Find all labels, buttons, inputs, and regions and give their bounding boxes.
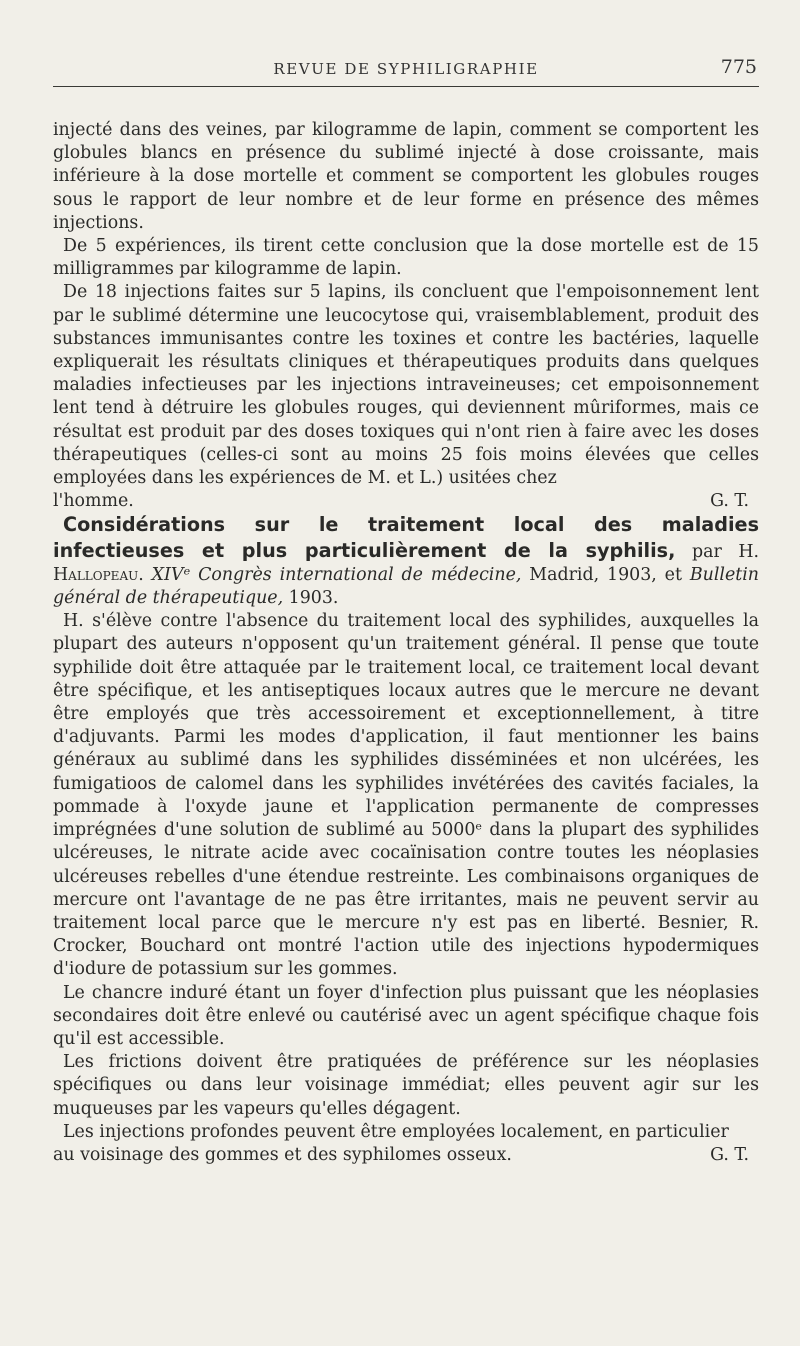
- paragraph: De 18 injections faites sur 5 lapins, ils concluent que l'empoisonnement lent par le sublimé détermine une leucocytose qui, vraisemblablement, produit des substances immunisantes contre les toxines et contre les bactéries, laquelle expliquerait les résultats cliniques et thérapeutiques produits dans quelques maladies infectieuses par les injections intraveineuses; cet empoisonnement lent tend à détruire les globules rouges, qui deviennent mûriformes, mais ce résultat est produit par des doses toxiques qui n'ont rien à faire avec les doses thérapeutiques (celles-ci sont au moins 25 fois moins élevées que celles employées dans les expériences de M. et L.) usitées chez: [53, 282, 759, 489]
- signature: G. T.: [710, 491, 749, 512]
- paragraph: Les injections profondes peuvent être employées localement, en particulier: [63, 1121, 729, 1142]
- page-number: 775: [720, 56, 757, 78]
- paragraph-end: au voisinage des gommes et des syphilomes osseux.: [53, 1144, 512, 1165]
- paragraph: De 5 expériences, ils tirent cette conclusion que la dose mortelle est de 15 milligrammes par kilogramme de lapin.: [53, 236, 759, 280]
- running-header: [53, 56, 759, 87]
- paragraph: Les frictions doivent être pratiquées de préférence sur les néoplasies spécifiques ou dans leur voisinage immédiat; elles peuvent agir sur les muqueuses par les vapeurs qu'elles dégagent.: [53, 1052, 759, 1119]
- bulletin-year: 1903.: [288, 588, 339, 609]
- byline-par: par: [691, 541, 722, 562]
- article-heading: [53, 513, 759, 610]
- signature-line: [53, 490, 759, 513]
- paragraph: injecté dans des veines, par kilogramme de lapin, comment se comportent les globules blancs en présence du sublimé injecté à dose croissante, mais inférieure à la dose mortelle et comment se comportent les globules rouges sous le rapport de leur nombre et de leur forme en présence des mêmes injections.: [53, 120, 759, 233]
- author-name: Hallopeau.: [53, 564, 144, 585]
- bulletin-title: Bulletin général de thérapeutique,: [53, 564, 760, 609]
- paragraph: H. s'élève contre l'absence du traitement local des syphilides, auxquelles la plupart des auteurs n'opposent qu'un traitement général. Il pense que toute syphilide doit être attaquée par le traitement local, ce traitement local devant être spécifique, et les antiseptiques locaux autres que le mercure ne devant être employés que très accessoirement et exceptionnellement, à titre d'adjuvants. Parmi les modes d'application, il faut mentionner les bains généraux au sublimé dans les syphilides disséminées et non ulcérées, les fumigatioos de calomel dans les syphilides invétérées des cavités faciales, la pommade à l'oxyde jaune et l'application permanente de compresses imprégnées d'une solution de sublimé au 5000ᵉ dans la plupart des syphilides ulcéreuses, le nitrate acide avec cocaïnisation contre toutes les néoplasies ulcéreuses rebelles d'une étendue restreinte. Les combinaisons organiques de mercure ont l'avantage de ne pas être irritantes, mais ne peuvent servir au traitement local parce que le mercure n'y est pas en liberté. Besnier, R. Crocker, Bouchard ont montré l'action utile des injections hypodermiques d'iodure de potassium sur les gommes.: [53, 611, 759, 980]
- author-initial: H.: [738, 541, 760, 562]
- paragraph-end: l'homme.: [53, 491, 134, 512]
- journal-page: [53, 56, 759, 1167]
- body-text: [53, 119, 759, 1167]
- paragraph: Le chancre induré étant un foyer d'infection plus puissant que les néoplasies secondaires doit être enlevé ou cautérisé avec un agent spécifique chaque fois qu'il est accessible.: [53, 982, 759, 1049]
- signature: G. T.: [710, 1144, 749, 1165]
- location-year: Madrid, 1903, et: [529, 564, 682, 585]
- article-title: Considérations sur le traitement local des maladies infectieuses et plus particulièrement de la syphilis,: [53, 513, 759, 562]
- running-title: REVUE DE SYPHILIGRAPHIE: [273, 60, 539, 78]
- congress-title: XIVᵉ Congrès international de médecine,: [151, 564, 522, 585]
- signature-line: [53, 1144, 759, 1167]
